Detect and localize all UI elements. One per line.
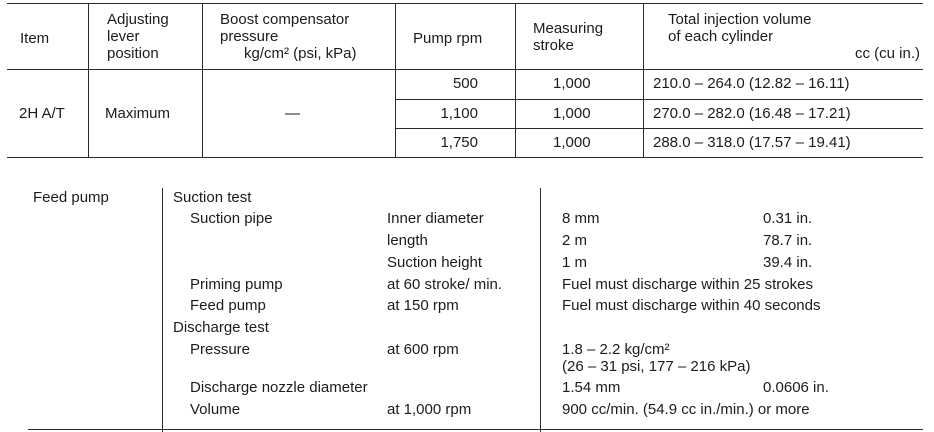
col-divider (515, 3, 516, 158)
col-divider (202, 3, 203, 158)
volume-condition: at 1,000 rpm (387, 401, 472, 418)
stroke-cell: 1,000 (553, 134, 591, 151)
priming-pump-condition: at 60 stroke/ min. (387, 276, 503, 293)
volume-cell: 288.0 – 318.0 (17.57 – 19.41) (653, 134, 851, 151)
nozzle-metric: 1.54 mm (562, 379, 621, 396)
rpm-cell: 1,100 (440, 105, 478, 122)
feed-pump-condition: at 150 rpm (387, 297, 459, 314)
suction-height-label: Suction height (387, 254, 483, 271)
rpm-cell: 500 (452, 75, 478, 92)
table-bottom-rule (7, 157, 923, 158)
suction-height-imperial: 39.4 in. (763, 254, 813, 271)
length-imperial: 78.7 in. (763, 232, 813, 249)
feed-pump-spec: Fuel must discharge within 40 seconds (562, 297, 821, 314)
nozzle-label: Discharge nozzle diameter (190, 379, 368, 396)
stroke-cell: 1,000 (553, 75, 591, 92)
suction-height-metric: 1 m (562, 254, 588, 271)
lever-position-value: Maximum (105, 105, 171, 122)
header-volume-unit: cc (cu in.) (854, 45, 920, 62)
header-pump-rpm: Pump rpm (413, 30, 483, 47)
nozzle-imperial: 0.0606 in. (763, 379, 829, 396)
row-divider (395, 99, 923, 100)
col-divider (643, 3, 644, 158)
col-divider (162, 188, 163, 432)
stroke-cell: 1,000 (553, 105, 591, 122)
suction-test-heading: Suction test (173, 189, 252, 206)
header-item: Item (20, 30, 50, 47)
length-metric: 2 m (562, 232, 588, 249)
col-divider (88, 3, 89, 158)
boost-pressure-value: — (285, 105, 300, 122)
volume-cell: 270.0 – 282.0 (16.48 – 17.21) (653, 105, 851, 122)
pressure-condition: at 600 rpm (387, 341, 459, 358)
header-stroke: Measuring stroke (533, 20, 604, 54)
volume-spec: 900 cc/min. (54.9 cc in./min.) or more (562, 401, 810, 418)
suction-pipe-label: Suction pipe (190, 210, 273, 227)
header-lever: Adjusting lever position (107, 11, 169, 62)
priming-pump-label: Priming pump (190, 276, 283, 293)
header-volume: Total injection volume of each cylinder (668, 11, 812, 45)
feed-pump-title: Feed pump (33, 189, 109, 206)
col-divider (540, 188, 541, 432)
row-divider (395, 128, 923, 129)
inner-diameter-imperial: 0.31 in. (763, 210, 813, 227)
table-top-rule (7, 3, 923, 4)
header-boost: Boost compensator pressure kg/cm² (psi, kPa) (220, 11, 357, 62)
volume-label: Volume (190, 401, 241, 418)
section-bottom-rule (28, 429, 923, 430)
pressure-spec-alt: (26 – 31 psi, 177 – 216 kPa) (562, 358, 751, 375)
discharge-test-heading: Discharge test (173, 319, 269, 336)
pressure-label: Pressure (190, 341, 251, 358)
volume-cell: 210.0 – 264.0 (12.82 – 16.11) (653, 75, 850, 92)
inner-diameter-label: Inner diameter (387, 210, 484, 227)
inner-diameter-metric: 8 mm (562, 210, 600, 227)
col-divider (395, 3, 396, 158)
item-value: 2H A/T (19, 105, 65, 122)
pressure-spec: 1.8 – 2.2 kg/cm² (562, 341, 670, 358)
table-header-rule (7, 69, 923, 70)
feed-pump-label: Feed pump (190, 297, 266, 314)
priming-pump-spec: Fuel must discharge within 25 strokes (562, 276, 813, 293)
length-label: length (387, 232, 428, 249)
rpm-cell: 1,750 (440, 134, 478, 151)
